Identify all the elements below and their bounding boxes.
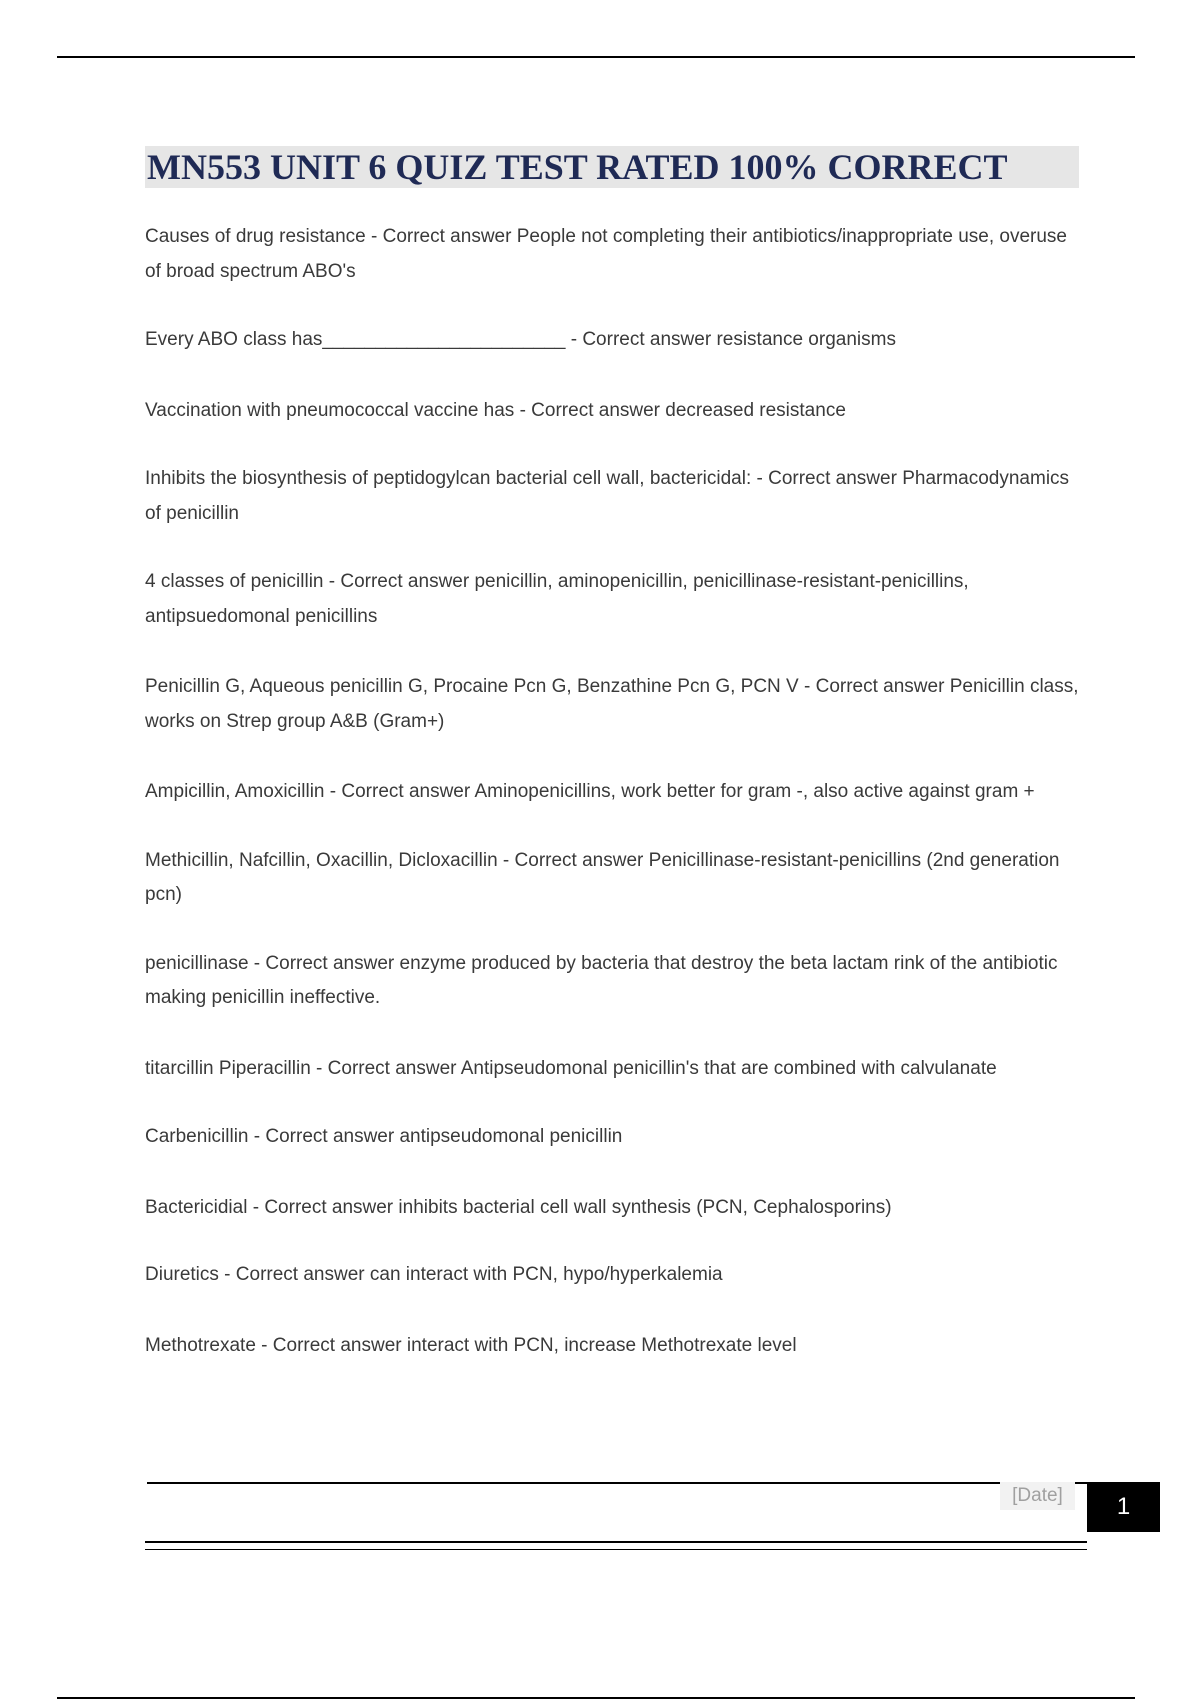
qa-list bbox=[145, 220, 1080, 1363]
list-item: penicillinase - Correct answer enzyme produced by bacteria that destroy the beta lactam rink of the antibiotic making penicillin ineffective. bbox=[145, 952, 1058, 1008]
list-item: Bactericidial - Correct answer inhibits bacterial cell wall synthesis (PCN, Cephalosporins) bbox=[145, 1196, 892, 1218]
footer-double-rule-top bbox=[145, 1541, 1087, 1543]
list-item: Carbenicillin - Correct answer antipseudomonal penicillin bbox=[145, 1126, 623, 1147]
list-item: Every ABO class has_______________________ - Correct answer resistance organisms bbox=[145, 329, 896, 350]
list-item: 4 classes of penicillin - Correct answer penicillin, aminopenicillin, penicillinase-resistant-penicillins, antipsuedomonal penicillins bbox=[145, 571, 969, 627]
footer-double-rule-bottom bbox=[145, 1549, 1087, 1550]
page-title: MN553 UNIT 6 QUIZ TEST RATED 100% CORRECT bbox=[145, 146, 1079, 188]
list-item: Ampicillin, Amoxicillin - Correct answer Aminopenicillins, work better for gram -, also active against gram + bbox=[145, 781, 1035, 802]
list-item: Methicillin, Nafcillin, Oxacillin, Dicloxacillin - Correct answer Penicillinase-resistant-penicillins (2nd generation pcn) bbox=[145, 849, 1060, 905]
footer-date: [Date] bbox=[1000, 1482, 1075, 1510]
page-number: 1 bbox=[1087, 1482, 1160, 1532]
list-item: Vaccination with pneumococcal vaccine has - Correct answer decreased resistance bbox=[145, 399, 846, 421]
list-item: Causes of drug resistance - Correct answer People not completing their antibiotics/inappropriate use, overuse of broad spectrum ABO's bbox=[145, 226, 1067, 282]
header-rule bbox=[57, 56, 1135, 58]
footer-rule bbox=[147, 1482, 1087, 1484]
bottom-rule bbox=[57, 1697, 1135, 1699]
list-item: Inhibits the biosynthesis of peptidogylcan bacterial cell wall, bactericidal: - Correct answer Pharmacodynamics of penicillin bbox=[145, 468, 1070, 524]
list-item: titarcillin Piperacillin - Correct answer Antipseudomonal penicillin's that are combined with calvulanate bbox=[145, 1057, 997, 1079]
list-item: Diuretics - Correct answer can interact with PCN, hypo/hyperkalemia bbox=[145, 1264, 723, 1285]
list-item: Methotrexate - Correct answer interact with PCN, increase Methotrexate level bbox=[145, 1334, 797, 1356]
list-item: Penicillin G, Aqueous penicillin G, Procaine Pcn G, Benzathine Pcn G, PCN V - Correct answer Penicillin class, works on Strep group A&B (Gram+) bbox=[145, 676, 1079, 732]
